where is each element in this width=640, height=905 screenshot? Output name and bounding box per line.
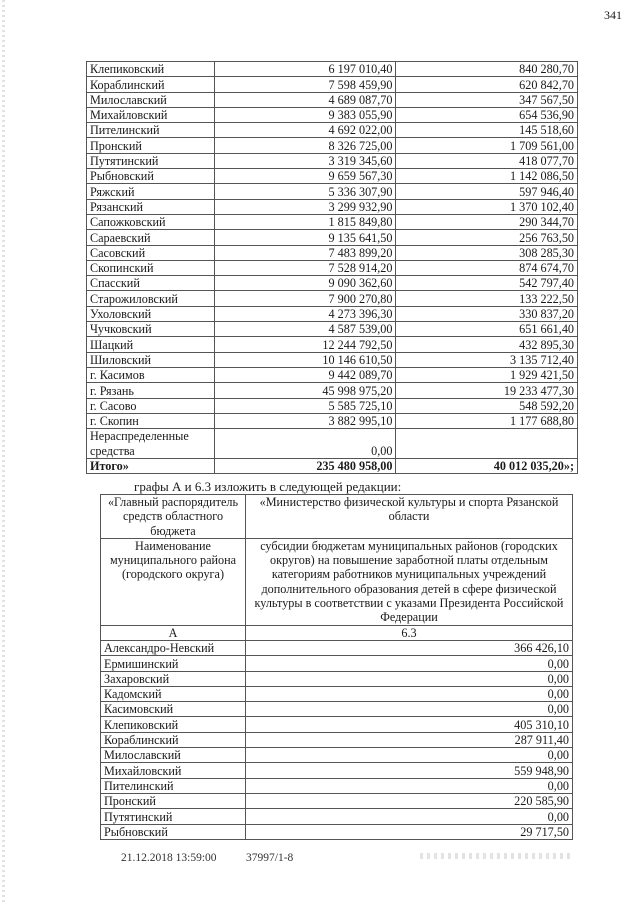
amount-col1: 3 299 932,90 (214, 199, 396, 214)
district-name: Михайловский (87, 107, 215, 122)
subsidy-amount: 559 948,90 (246, 763, 573, 778)
total-label: Итого» (87, 459, 215, 474)
table-row (101, 671, 573, 686)
district-name: Клепиковский (101, 717, 246, 732)
subsidy-amount: 29 717,50 (246, 824, 573, 839)
footer-datetime: 21.12.2018 13:59:00 (121, 852, 217, 864)
district-name: Скопинский (87, 260, 215, 275)
table-row (87, 199, 578, 214)
district-name: Путятинский (87, 153, 215, 168)
subsidy-amount: 405 310,10 (246, 717, 573, 732)
amount-col1: 4 587 539,00 (214, 322, 396, 337)
amount-col1: 9 135 641,50 (214, 230, 396, 245)
subsidy-amount: 0,00 (246, 702, 573, 717)
district-name: Кадомский (101, 686, 246, 701)
unallocated-row (87, 429, 578, 459)
district-name: Кораблинский (101, 732, 246, 747)
table-row (87, 291, 578, 306)
district-name: Рязанский (87, 199, 215, 214)
page-number: 341 (604, 8, 622, 22)
table-row (87, 306, 578, 321)
amount-col1: 7 483 899,20 (214, 245, 396, 260)
subsidy-amount: 0,00 (246, 671, 573, 686)
district-name: Пителинский (101, 778, 246, 793)
amount-col2: 542 797,40 (396, 276, 578, 291)
amount-col1: 9 090 362,60 (214, 276, 396, 291)
district-name: Рыбновский (101, 824, 246, 839)
district-name: г. Касимов (87, 367, 215, 382)
column-code-a: А (101, 625, 246, 640)
amount-col1: 10 146 610,50 (214, 352, 396, 367)
faint-scan-text (420, 853, 570, 859)
district-name: Ухоловский (87, 306, 215, 321)
table-row (101, 640, 573, 655)
total-col1: 235 480 958,00 (214, 459, 396, 474)
amount-col1: 5 585 725,10 (214, 398, 396, 413)
subsidy-amount: 0,00 (246, 809, 573, 824)
amount-col2: 874 674,70 (396, 260, 578, 275)
amount-col1: 7 598 459,90 (214, 77, 396, 92)
district-name: Ермишинский (101, 656, 246, 671)
district-name: Пронский (87, 138, 215, 153)
table-row (87, 322, 578, 337)
header-distributor-label: «Главный распорядитель средств областного бюджета (101, 495, 246, 539)
amount-col1: 7 900 270,80 (214, 291, 396, 306)
amount-col2: 840 280,70 (396, 62, 578, 77)
district-name: Александро-Невский (101, 640, 246, 655)
district-name: Ряжский (87, 184, 215, 199)
amount-col2: 418 077,70 (396, 153, 578, 168)
column-code-6-3: 6.3 (246, 625, 573, 640)
total-row (87, 459, 578, 474)
table-row (87, 92, 578, 107)
table-row (101, 702, 573, 717)
table-row (87, 398, 578, 413)
district-name: Шацкий (87, 337, 215, 352)
amount-col1: 1 815 849,80 (214, 214, 396, 229)
table-row (87, 169, 578, 184)
amount-col2: 1 177 688,80 (396, 413, 578, 428)
amount-col2: 651 661,40 (396, 322, 578, 337)
amount-col2: 347 567,50 (396, 92, 578, 107)
subsidy-amount: 366 426,10 (246, 640, 573, 655)
table-row (87, 62, 578, 77)
amount-col2: 3 135 712,40 (396, 352, 578, 367)
table-row (101, 763, 573, 778)
table-row (101, 717, 573, 732)
district-name: Пителинский (87, 123, 215, 138)
unallocated-label: Нераспределенные средства (87, 429, 215, 459)
amount-col1: 9 442 089,70 (214, 367, 396, 382)
table-row (87, 153, 578, 168)
district-name: Спасский (87, 276, 215, 291)
district-name: г. Скопин (87, 413, 215, 428)
amount-col2: 620 842,70 (396, 77, 578, 92)
amount-col2: 1 929 421,50 (396, 367, 578, 382)
footer-doc-id: 37997/1-8 (246, 852, 294, 864)
amount-col1: 3 882 995,10 (214, 413, 396, 428)
district-name: Кораблинский (87, 77, 215, 92)
district-name: Шиловский (87, 352, 215, 367)
amount-col1: 3 319 345,60 (214, 153, 396, 168)
amount-col2: 330 837,20 (396, 306, 578, 321)
amount-col2: 290 344,70 (396, 214, 578, 229)
district-name: Рыбновский (87, 169, 215, 184)
amount-col2: 1 709 561,00 (396, 138, 578, 153)
district-name: Милославский (87, 92, 215, 107)
amount-col1: 4 692 022,00 (214, 123, 396, 138)
amount-col1: 9 383 055,90 (214, 107, 396, 122)
unallocated-col2 (396, 429, 578, 459)
district-name: Захаровский (101, 671, 246, 686)
amount-col2: 19 233 477,30 (396, 383, 578, 398)
amendment-intro-text: графы А и 6.3 изложить в следующей редакции: (134, 479, 402, 494)
table-row (87, 367, 578, 382)
table-row (87, 123, 578, 138)
amount-col2: 1 370 102,40 (396, 199, 578, 214)
subsidy-amount: 0,00 (246, 748, 573, 763)
amount-col2: 597 946,40 (396, 184, 578, 199)
table-row (87, 107, 578, 122)
header-district-label: Наименование муниципального района (городского округа) (101, 538, 246, 625)
amount-col1: 8 326 725,00 (214, 138, 396, 153)
district-name: Сараевский (87, 230, 215, 245)
amount-col1: 9 659 567,30 (214, 169, 396, 184)
district-name: Милославский (101, 748, 246, 763)
subsidy-amount: 287 911,40 (246, 732, 573, 747)
district-name: г. Сасово (87, 398, 215, 413)
table-row (87, 352, 578, 367)
table-row (101, 824, 573, 839)
subsidy-amount: 0,00 (246, 686, 573, 701)
amount-col2: 1 142 086,50 (396, 169, 578, 184)
amount-col1: 4 689 087,70 (214, 92, 396, 107)
table-row (87, 337, 578, 352)
table-row (101, 732, 573, 747)
amount-col1: 12 244 792,50 (214, 337, 396, 352)
amount-col2: 432 895,30 (396, 337, 578, 352)
subsidy-amount: 220 585,90 (246, 793, 573, 808)
table-row (87, 383, 578, 398)
amount-col1: 4 273 396,30 (214, 306, 396, 321)
allocation-table-continued (86, 61, 578, 474)
table-row (87, 245, 578, 260)
table-row (87, 77, 578, 92)
amount-col2: 308 285,30 (396, 245, 578, 260)
table-row (101, 809, 573, 824)
amount-col2: 256 763,50 (396, 230, 578, 245)
table-row (87, 276, 578, 291)
table-row (101, 656, 573, 671)
header-ministry-name: «Министерство физической культуры и спорта Рязанской области (246, 495, 573, 539)
subsidy-table-6-3 (100, 494, 573, 840)
header-row-distributor (101, 495, 573, 539)
column-code-row (101, 625, 573, 640)
table-row (87, 214, 578, 229)
amount-col1: 5 336 307,90 (214, 184, 396, 199)
unallocated-col1: 0,00 (214, 429, 396, 459)
table-row (101, 778, 573, 793)
district-name: Сапожковский (87, 214, 215, 229)
amount-col1: 6 197 010,40 (214, 62, 396, 77)
district-name: Сасовский (87, 245, 215, 260)
amount-col2: 145 518,60 (396, 123, 578, 138)
table-row (87, 184, 578, 199)
district-name: Клепиковский (87, 62, 215, 77)
district-name: г. Рязань (87, 383, 215, 398)
scan-margin-artifact (2, 0, 5, 905)
district-name: Путятинский (101, 809, 246, 824)
table-row (87, 260, 578, 275)
district-name: Старожиловский (87, 291, 215, 306)
table-row (101, 748, 573, 763)
amount-col2: 654 536,90 (396, 107, 578, 122)
amount-col1: 45 998 975,20 (214, 383, 396, 398)
header-subsidy-description: субсидии бюджетам муниципальных районов (городских округов) на повышение заработной платы отдельным категориям работников муниципальных учреждений дополнительного образования детей в сфере физической культуры в соответствии с указами Президента Российской Федерации (246, 538, 573, 625)
table-row (87, 413, 578, 428)
district-name: Пронский (101, 793, 246, 808)
amount-col2: 548 592,20 (396, 398, 578, 413)
table-row (101, 793, 573, 808)
subsidy-amount: 0,00 (246, 656, 573, 671)
amount-col1: 7 528 914,20 (214, 260, 396, 275)
table-row (101, 686, 573, 701)
total-col2: 40 012 035,20»; (396, 459, 578, 474)
subsidy-amount: 0,00 (246, 778, 573, 793)
district-name: Касимовский (101, 702, 246, 717)
district-name: Чучковский (87, 322, 215, 337)
district-name: Михайловский (101, 763, 246, 778)
amount-col2: 133 222,50 (396, 291, 578, 306)
header-row-description (101, 538, 573, 625)
table-row (87, 230, 578, 245)
table-row (87, 138, 578, 153)
